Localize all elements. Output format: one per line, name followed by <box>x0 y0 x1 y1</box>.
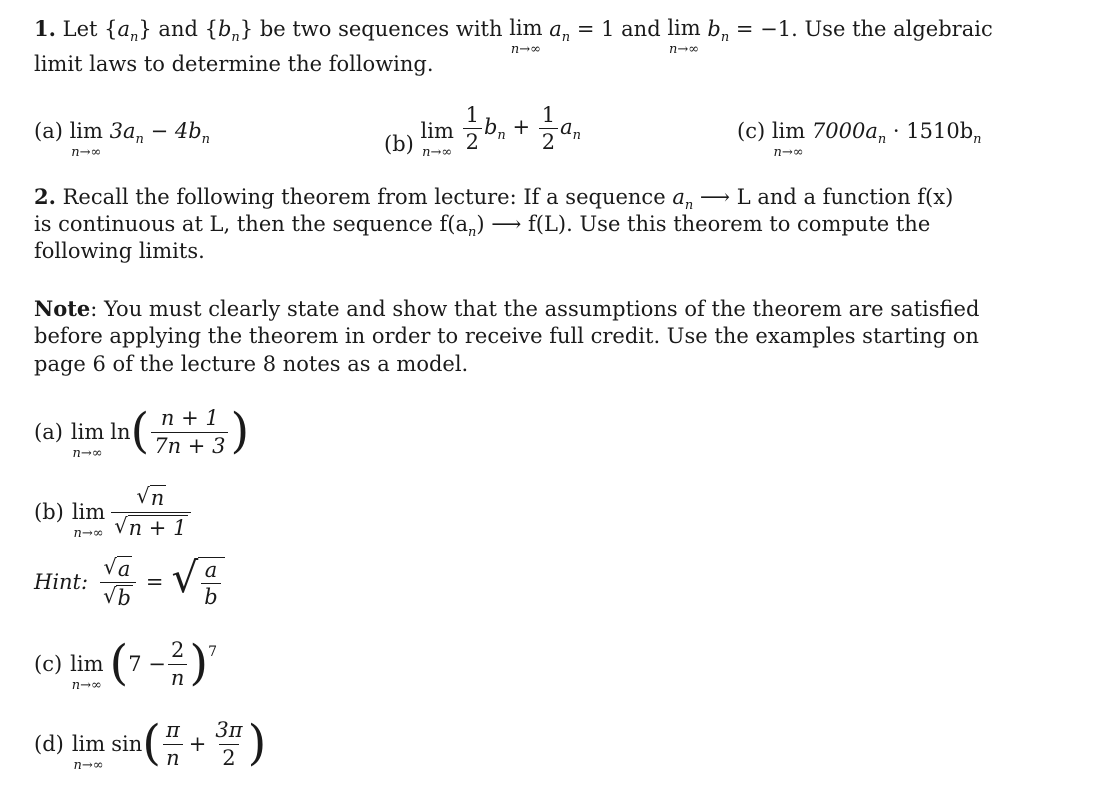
right-paren: ) <box>247 715 267 772</box>
problem2-text-end: L and a function f(x) <box>736 185 954 209</box>
b-n: b <box>483 115 498 140</box>
lim: lim n→∞ <box>71 732 106 773</box>
plus: + <box>188 731 207 756</box>
right-paren: ) <box>230 403 250 460</box>
equals: = <box>145 570 164 595</box>
problem1-part-a: (a) lim n→∞ $3a_n - 4b_n$ <box>34 119 211 160</box>
problem1-text-mid2: } be two sequences with <box>239 17 503 41</box>
note-label: Note <box>34 296 91 321</box>
note-line3: page 6 of the lecture 8 notes as a model. <box>34 352 469 376</box>
lim-a-n: lim n→∞ <box>509 16 543 57</box>
left-paren: ( <box>130 403 150 460</box>
fraction-3pi-2: $\frac{3\pi}{2}$ <box>215 718 243 770</box>
hint <box>34 553 225 611</box>
fraction-half-1: $\frac{1}{2}$ <box>463 104 482 153</box>
left-paren: ( <box>142 715 161 772</box>
hint-rhs-sqrt: √ $\frac{a}{b}$ <box>172 557 225 608</box>
left-paren: ( <box>109 635 129 692</box>
problem2-number: 2. <box>34 184 56 209</box>
expr: 3a <box>109 119 136 143</box>
seven-minus: 7 − <box>128 651 166 676</box>
part-label: (a) <box>34 119 63 143</box>
problem1-line1: 1. Let $\{a_n\}$ and $\{b_n\}$ be two sequences with lim n→∞ $a_n = 1$ and lim n→∞ $b_n = -1$. Use the algebraic <box>34 16 993 57</box>
note-text1: : You must clearly state and show that the assumptions of the theorem are satisfied <box>90 297 980 321</box>
problem2-part-b <box>34 484 193 540</box>
lim: lim n→∞ <box>420 119 454 160</box>
exponent: 7 <box>208 644 218 660</box>
hint-label: Hint: <box>34 570 89 595</box>
part-label: (b) <box>384 132 414 157</box>
sin-func: sin <box>111 731 143 756</box>
problem1-line2: limit laws to determine the following. <box>34 52 434 76</box>
part-label: (c) <box>34 651 63 676</box>
lim-b-n: lim n→∞ <box>667 16 701 57</box>
fraction-half-2: $\frac{1}{2}$ <box>539 104 558 153</box>
problem2-text: Recall the following theorem from lecture: If a sequence <box>62 185 666 209</box>
problem2-line2-text: is continuous at L, then the sequence f(a <box>34 212 468 236</box>
part-label: (b) <box>34 499 64 524</box>
lim: lim n→∞ <box>71 500 106 541</box>
expr2: · 1510b <box>886 119 974 143</box>
fraction: $\frac{n + 1}{7n + 3}$ <box>151 407 228 456</box>
hint-lhs-fraction: √ a √ b <box>100 556 136 609</box>
lim: lim n→∞ <box>69 119 103 160</box>
problem1-eq2: = −1. Use the algebraic <box>735 17 993 41</box>
problem1-eq1: = 1 and <box>576 17 661 41</box>
ln-func: ln <box>110 419 131 444</box>
problem2-line1: 2. Recall the following theorem from lecture: If a sequence $a_n$ ⟶ L and a function f(x) <box>34 184 954 214</box>
problem2-part-a <box>34 404 249 460</box>
fraction: √ n √ n + 1 <box>111 485 191 538</box>
problem2-part-d <box>34 716 266 772</box>
fraction-pi-n: $\frac{\pi}{n}$ <box>163 719 183 768</box>
lim: lim n→∞ <box>70 652 104 693</box>
problem2-line2: is continuous at L, then the sequence $f(a_n)$ ⟶ f(L). Use this theorem to compute the <box>34 212 931 241</box>
fraction: $\frac{2}{n}$ <box>168 639 188 688</box>
problem1-part-c: (c) lim n→∞ $7000a_n \cdot 1510b_n$ <box>737 119 982 160</box>
problem2-part-c <box>34 636 217 692</box>
problem1-number: 1. <box>34 16 56 41</box>
part-label: (c) <box>737 119 766 143</box>
part-label: (a) <box>34 419 63 444</box>
problem1-part-b: (b) lim n→∞ $\frac{1}{2}$ $b_n$ + $\frac{1}{2}$ $a_n$ <box>384 103 582 160</box>
a-n: a <box>560 115 573 140</box>
problem1-text-before: Let { <box>62 17 118 41</box>
plus: + <box>505 115 537 140</box>
note-line1 <box>34 298 979 320</box>
problem1-text-mid1: } and { <box>138 17 218 41</box>
note-line2: before applying the theorem in order to receive full credit. Use the examples starting on <box>34 324 979 348</box>
problem2-line2-end: ) ⟶ f(L). Use this theorem to compute the <box>476 212 931 236</box>
right-paren: ) <box>189 635 209 692</box>
problem2-line3: following limits. <box>34 239 205 263</box>
expr: 7000a <box>811 119 878 143</box>
arrow: ⟶ <box>699 185 731 209</box>
part-label: (d) <box>34 731 64 756</box>
lim: lim n→∞ <box>771 119 806 160</box>
lim: lim n→∞ <box>70 420 105 461</box>
expr2: − 4b <box>143 119 202 143</box>
